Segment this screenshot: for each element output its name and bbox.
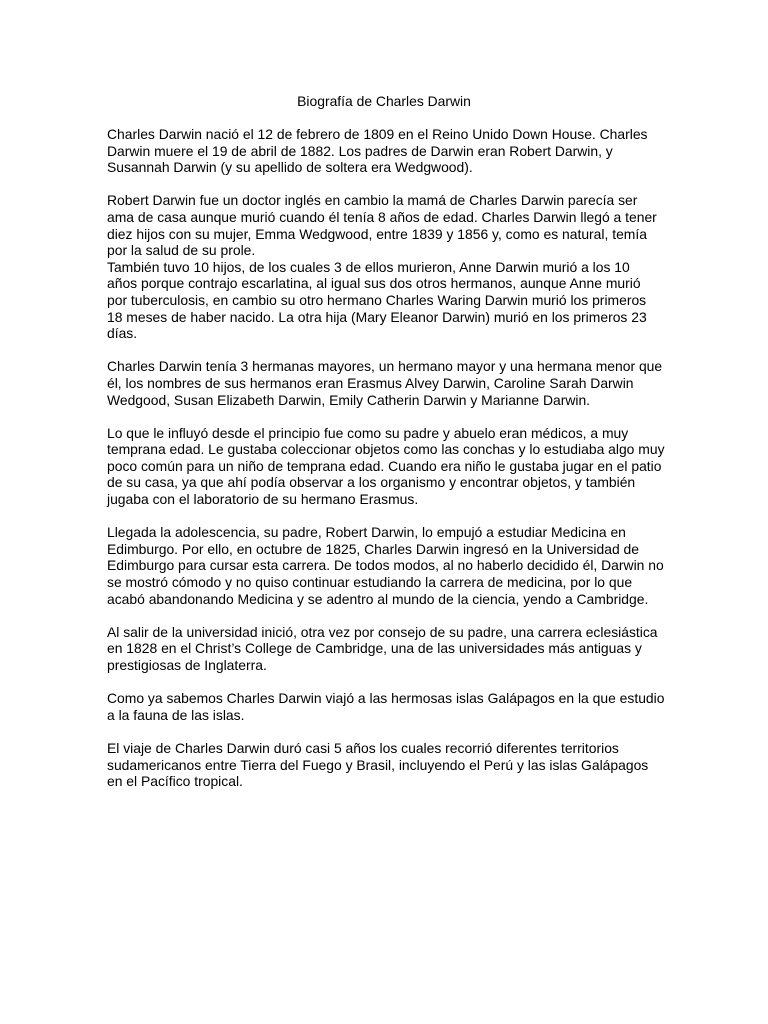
paragraph-childhood [107,425,687,508]
paragraph-children [107,259,687,342]
text-line: Como ya sabemos Charles Darwin viajó a las hermosas islas Galápagos en la que estudio [107,690,665,707]
paragraph-siblings [107,358,687,408]
paragraph-galapagos [107,690,687,723]
paragraph-birth [107,126,687,176]
text-line: Wedgood, Susan Elizabeth Darwin, Emily Catherin Darwin y Marianne Darwin. [107,391,591,408]
text-line: El viaje de Charles Darwin duró casi 5 años los cuales recorrió diferentes territorios [107,739,619,756]
text-line: él, los nombres de sus hermanos eran Erasmus Alvey Darwin, Caroline Sarah Darwin [107,374,634,391]
text-line: Charles Darwin nació el 12 de febrero de 1809 en el Reino Unido Down House. Charles [107,126,648,142]
text-line: en el Pacífico tropical. [107,773,243,790]
text-line: prestigiosas de Inglaterra. [107,657,267,673]
text-line: Charles Darwin tenía 3 hermanas mayores, un hermano mayor y una hermana menor que [107,358,663,375]
text-line: Edimburgo. Por ello, en octubre de 1825, Charles Darwin ingresó en la Universidad de [107,540,640,557]
text-line: se mostró cómodo y no quiso continuar estudiando la carrera de medicina, por lo que [107,574,633,591]
text-line: por la salud de su prole. [107,242,256,259]
text-line: temprana edad. Le gustaba coleccionar objetos como las conchas y lo estudiaba algo muy [107,441,665,458]
paragraph-voyage [107,740,687,790]
text-line: Susannah Darwin (y su apellido de soltera era Wedgwood). [107,159,473,176]
text-line: jugaba con el laboratorio de su hermano Erasmus. [107,491,419,508]
paragraph-adolescence [107,524,687,607]
paragraph-university [107,624,687,674]
text-line: ama de casa aunque murió cuando él tenía 8 años de edad. Charles Darwin llegó a tener [107,208,657,225]
text-line: por tuberculosis, en cambio su otro hermano Charles Waring Darwin murió los primeros [107,291,647,308]
text-line: en 1828 en el Christ’s College de Cambridge, una de las universidades más antiguas y [107,640,642,657]
text-line: Al salir de la universidad inició, otra vez por consejo de su padre, una carrera eclesiástica [107,623,658,640]
document-title: Biografía de Charles Darwin [297,93,471,109]
text-line: años porque contrajo escarlatina, al igual sus dos otros hermanos, aunque Anne murió [107,275,641,292]
text-line: a la fauna de las islas. [107,706,245,723]
text-line: acabó abandonando Medicina y se adentro al mundo de la ciencia, yendo a Cambridge. [107,590,649,607]
text-line: Llegada la adolescencia, su padre, Robert Darwin, lo empujó a estudiar Medicina en [107,524,626,541]
text-line: Robert Darwin fue un doctor inglés en cambio la mamá de Charles Darwin parecía ser [107,192,638,209]
document-body [107,126,687,806]
text-line: diez hijos con su mujer, Emma Wedgwood, entre 1839 y 1856 y, como es natural, temía [107,225,647,242]
text-line: Darwin muere el 19 de abril de 1882. Los padres de Darwin eran Robert Darwin, y [107,142,613,159]
text-line: Edimburgo para cursar esta carrera. De todos modos, al no haberlo decidido él, Darwin no [107,557,664,574]
text-line: 18 meses de haber nacido. La otra hija (Mary Eleanor Darwin) murió en los primeros 23 [107,308,647,325]
paragraph-family [107,192,687,258]
text-line: También tuvo 10 hijos, de los cuales 3 de ellos murieron, Anne Darwin murió a los 10 [107,258,630,275]
text-line: días. [107,325,138,342]
text-line: sudamericanos entre Tierra del Fuego y Brasil, incluyendo el Perú y las islas Galápagos [107,756,649,773]
text-line: Lo que le influyó desde el principio fue como su padre y abuelo eran médicos, a muy [107,424,629,441]
text-line: de su casa, ya que ahí podía observar a los organismo y encontrar objetos, y también [107,474,636,491]
text-line: poco común para un niño de temprana edad. Cuando era niño le gustaba jugar en el patio [107,457,662,474]
